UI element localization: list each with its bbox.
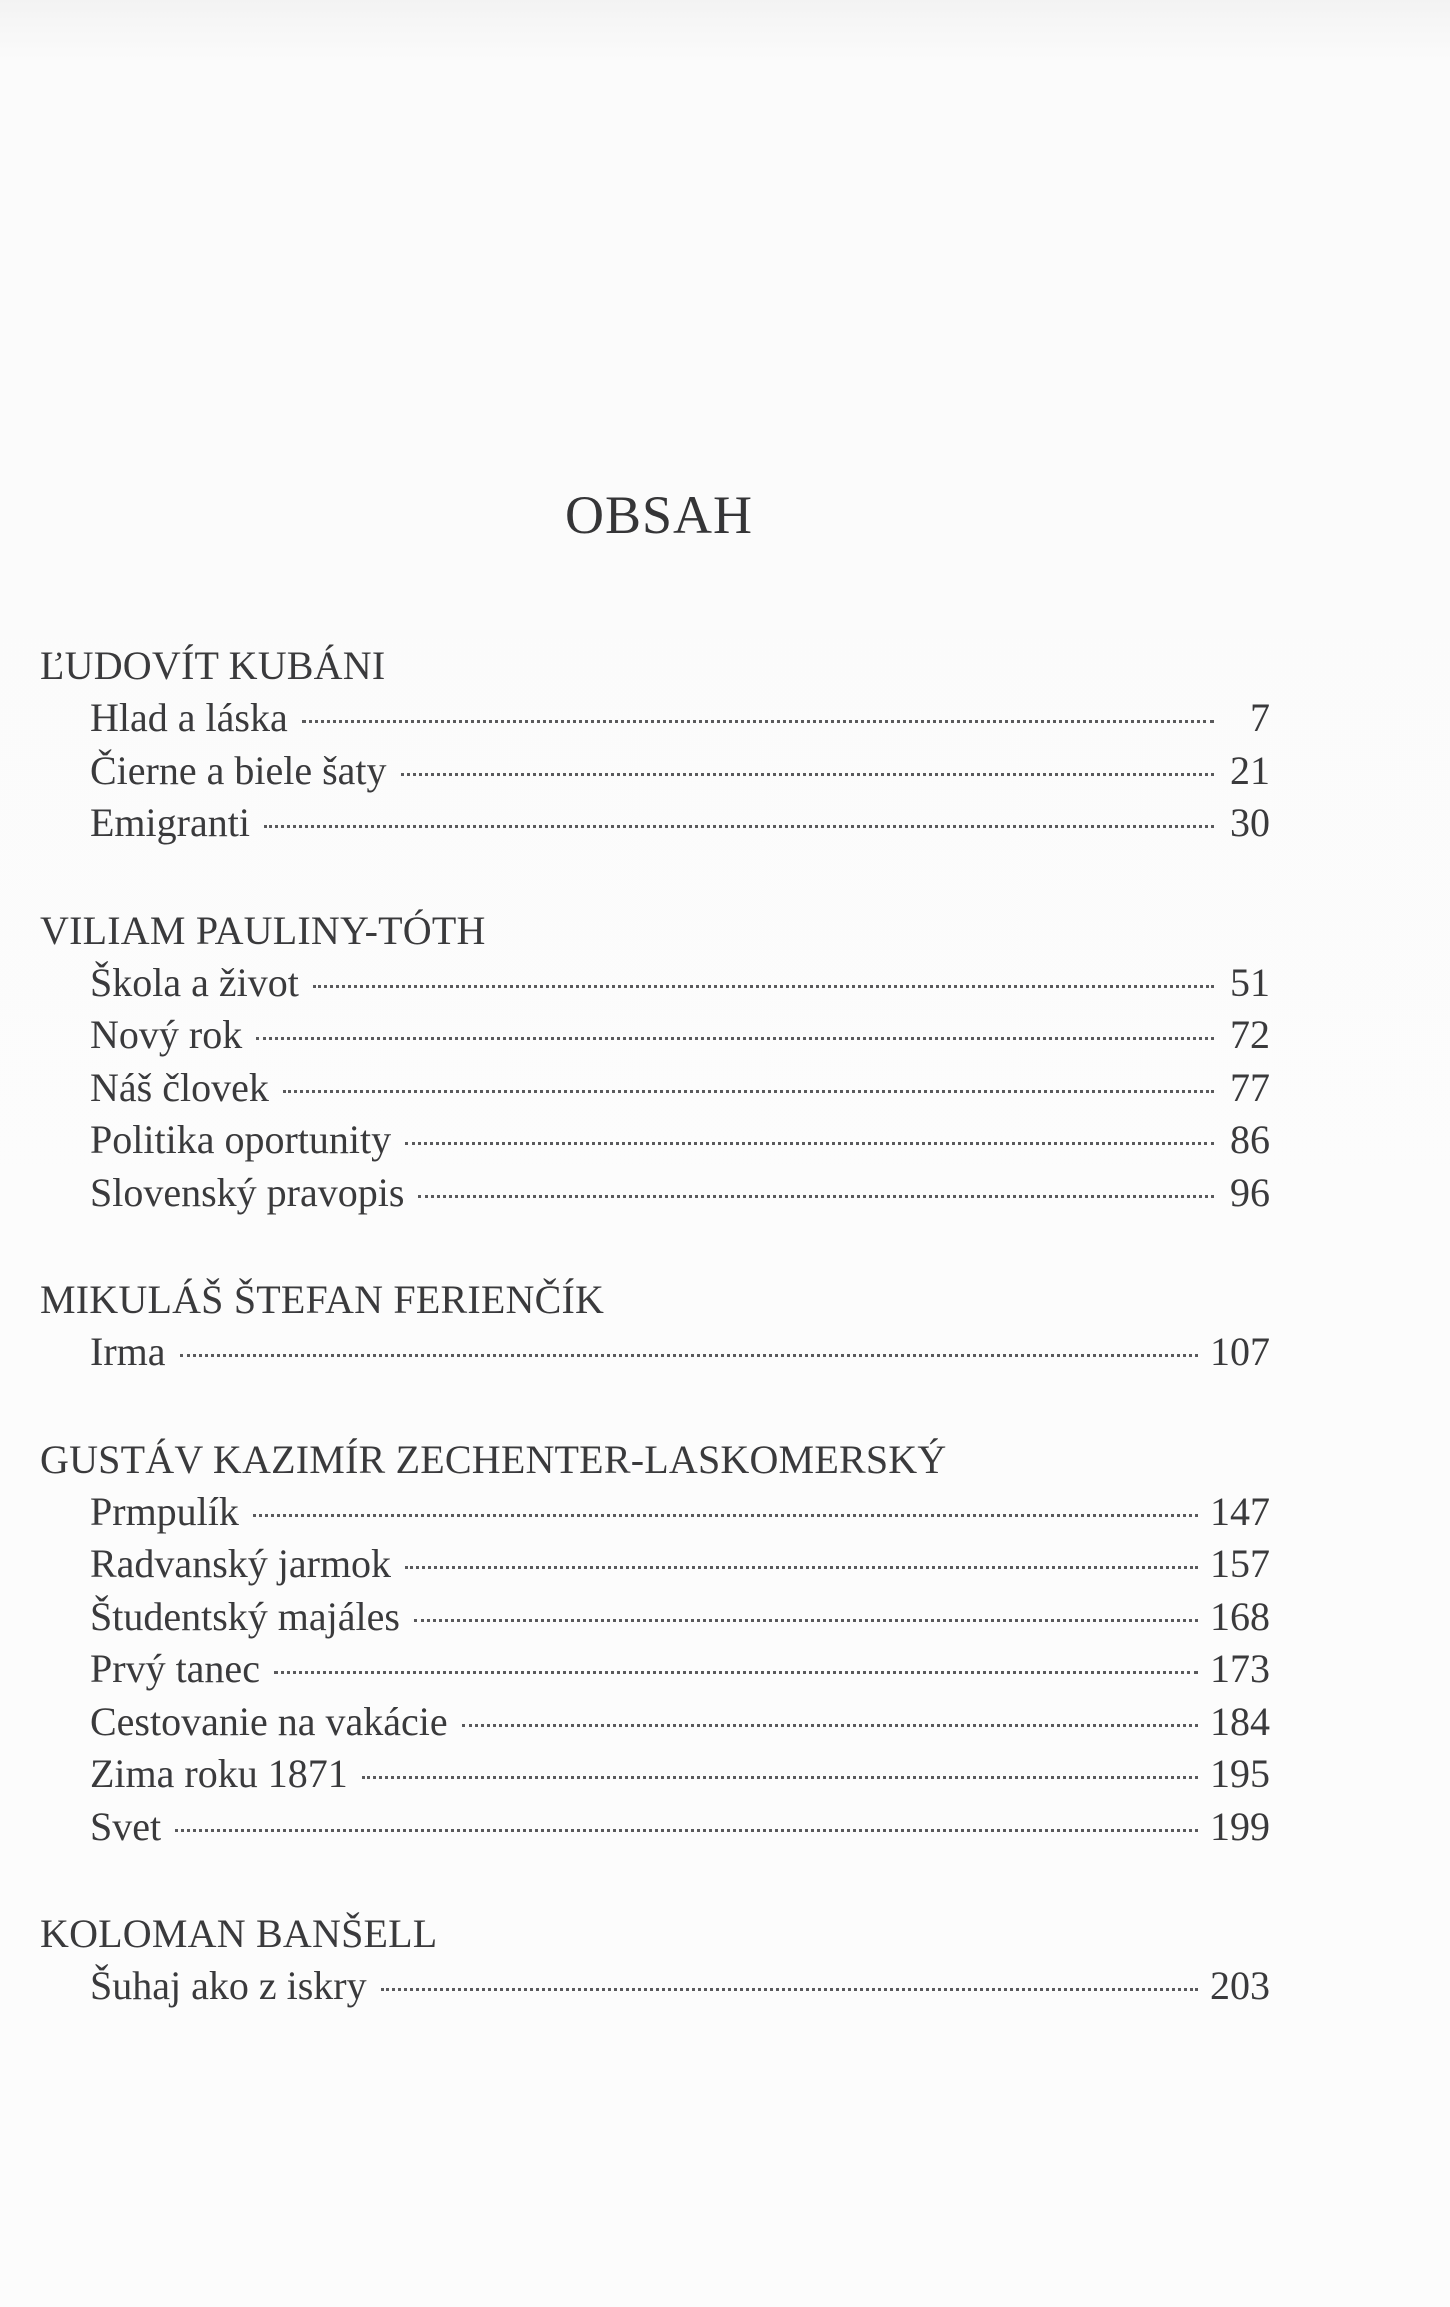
dot-leader	[180, 1354, 1198, 1357]
dot-leader	[401, 773, 1214, 776]
entry-title: Šuhaj ako z iskry	[90, 1963, 367, 2008]
toc-section	[40, 1434, 1270, 1854]
section-author: GUSTÁV KAZIMÍR ZECHENTER-LASKOMERSKÝ	[40, 1436, 947, 1482]
toc-section	[40, 640, 1270, 850]
entry-page: 203	[1210, 1963, 1270, 2008]
section-gap	[40, 1219, 1270, 1274]
toc-entry	[90, 797, 1270, 850]
section-gap	[40, 850, 1270, 905]
entry-title: Škola a život	[90, 959, 299, 1005]
entry-title: Čierne a biele šaty	[90, 747, 387, 793]
toc-section	[40, 905, 1270, 1220]
toc-entry	[90, 1801, 1270, 1854]
entry-title: Hlad a láska	[90, 695, 288, 740]
toc-entry	[90, 1167, 1270, 1220]
toc-entry	[90, 745, 1270, 798]
toc-entry	[90, 1009, 1270, 1062]
dot-leader	[175, 1829, 1198, 1832]
toc-entry	[90, 957, 1270, 1010]
section-author: KOLOMAN BANŠELL	[40, 1911, 438, 1956]
entry-page: 147	[1210, 1488, 1270, 1534]
toc-entry	[90, 692, 1270, 745]
toc-entry	[90, 1062, 1270, 1115]
entry-page: 195	[1210, 1751, 1270, 1796]
entry-page: 72	[1230, 1012, 1270, 1057]
entry-page: 184	[1210, 1698, 1270, 1744]
toc-entry	[90, 1696, 1270, 1749]
section-gap	[40, 1853, 1270, 1908]
dot-leader	[418, 1195, 1214, 1198]
entry-page: 96	[1230, 1169, 1270, 1215]
section-author: VILIAM PAULINY-TÓTH	[40, 907, 486, 953]
toc-entry	[90, 1538, 1270, 1591]
dot-leader	[405, 1142, 1214, 1145]
toc-section	[40, 1274, 1270, 1379]
entry-title: Prvý tanec	[90, 1646, 260, 1691]
dot-leader	[264, 825, 1214, 828]
entry-page: 86	[1230, 1117, 1270, 1162]
page-title: OBSAH	[564, 485, 754, 545]
entry-title: Cestovanie na vakácie	[90, 1698, 448, 1744]
dot-leader	[405, 1566, 1198, 1569]
table-of-contents	[40, 640, 1270, 2013]
entry-title: Svet	[90, 1803, 162, 1849]
toc-entry	[90, 1486, 1270, 1539]
toc-entry	[90, 1643, 1270, 1696]
toc-entry	[90, 1748, 1270, 1801]
section-author: MIKULÁŠ ŠTEFAN FERIENČÍK	[40, 1277, 605, 1322]
entry-page: 107	[1210, 1329, 1270, 1374]
dot-leader	[253, 1514, 1198, 1517]
entry-page: 51	[1230, 959, 1270, 1005]
entry-title: Študentský majáles	[90, 1593, 400, 1639]
toc-entry	[90, 1960, 1270, 2013]
entry-title: Irma	[90, 1329, 166, 1374]
entry-title: Emigranti	[90, 800, 250, 845]
entry-title: Náš človek	[90, 1064, 269, 1110]
entry-title: Slovenský pravopis	[90, 1169, 405, 1215]
entry-title: Nový rok	[90, 1012, 243, 1057]
entry-page: 30	[1230, 800, 1270, 845]
entry-page: 173	[1210, 1646, 1270, 1691]
toc-entry	[90, 1114, 1270, 1167]
dot-leader	[313, 985, 1214, 988]
dot-leader	[283, 1090, 1214, 1093]
entry-title: Politika oportunity	[90, 1117, 392, 1162]
entry-title: Zima roku 1871	[90, 1751, 348, 1796]
section-author: ĽUDOVÍT KUBÁNI	[40, 643, 386, 688]
entry-page: 7	[1250, 695, 1270, 740]
entry-page: 157	[1210, 1541, 1270, 1586]
entry-page: 168	[1210, 1593, 1270, 1639]
dot-leader	[381, 1988, 1198, 1991]
entry-page: 21	[1230, 747, 1270, 793]
dot-leader	[256, 1037, 1214, 1040]
toc-entry	[90, 1326, 1270, 1379]
dot-leader	[274, 1671, 1198, 1674]
dot-leader	[302, 720, 1214, 723]
entry-title: Prmpulík	[90, 1488, 239, 1534]
dot-leader	[362, 1776, 1198, 1779]
entry-title: Radvanský jarmok	[90, 1541, 392, 1586]
section-gap	[40, 1379, 1270, 1434]
entry-page: 77	[1230, 1064, 1270, 1110]
toc-entry	[90, 1591, 1270, 1644]
dot-leader	[462, 1724, 1198, 1727]
dot-leader	[414, 1619, 1198, 1622]
entry-page: 199	[1210, 1803, 1270, 1849]
toc-section	[40, 1908, 1270, 2013]
